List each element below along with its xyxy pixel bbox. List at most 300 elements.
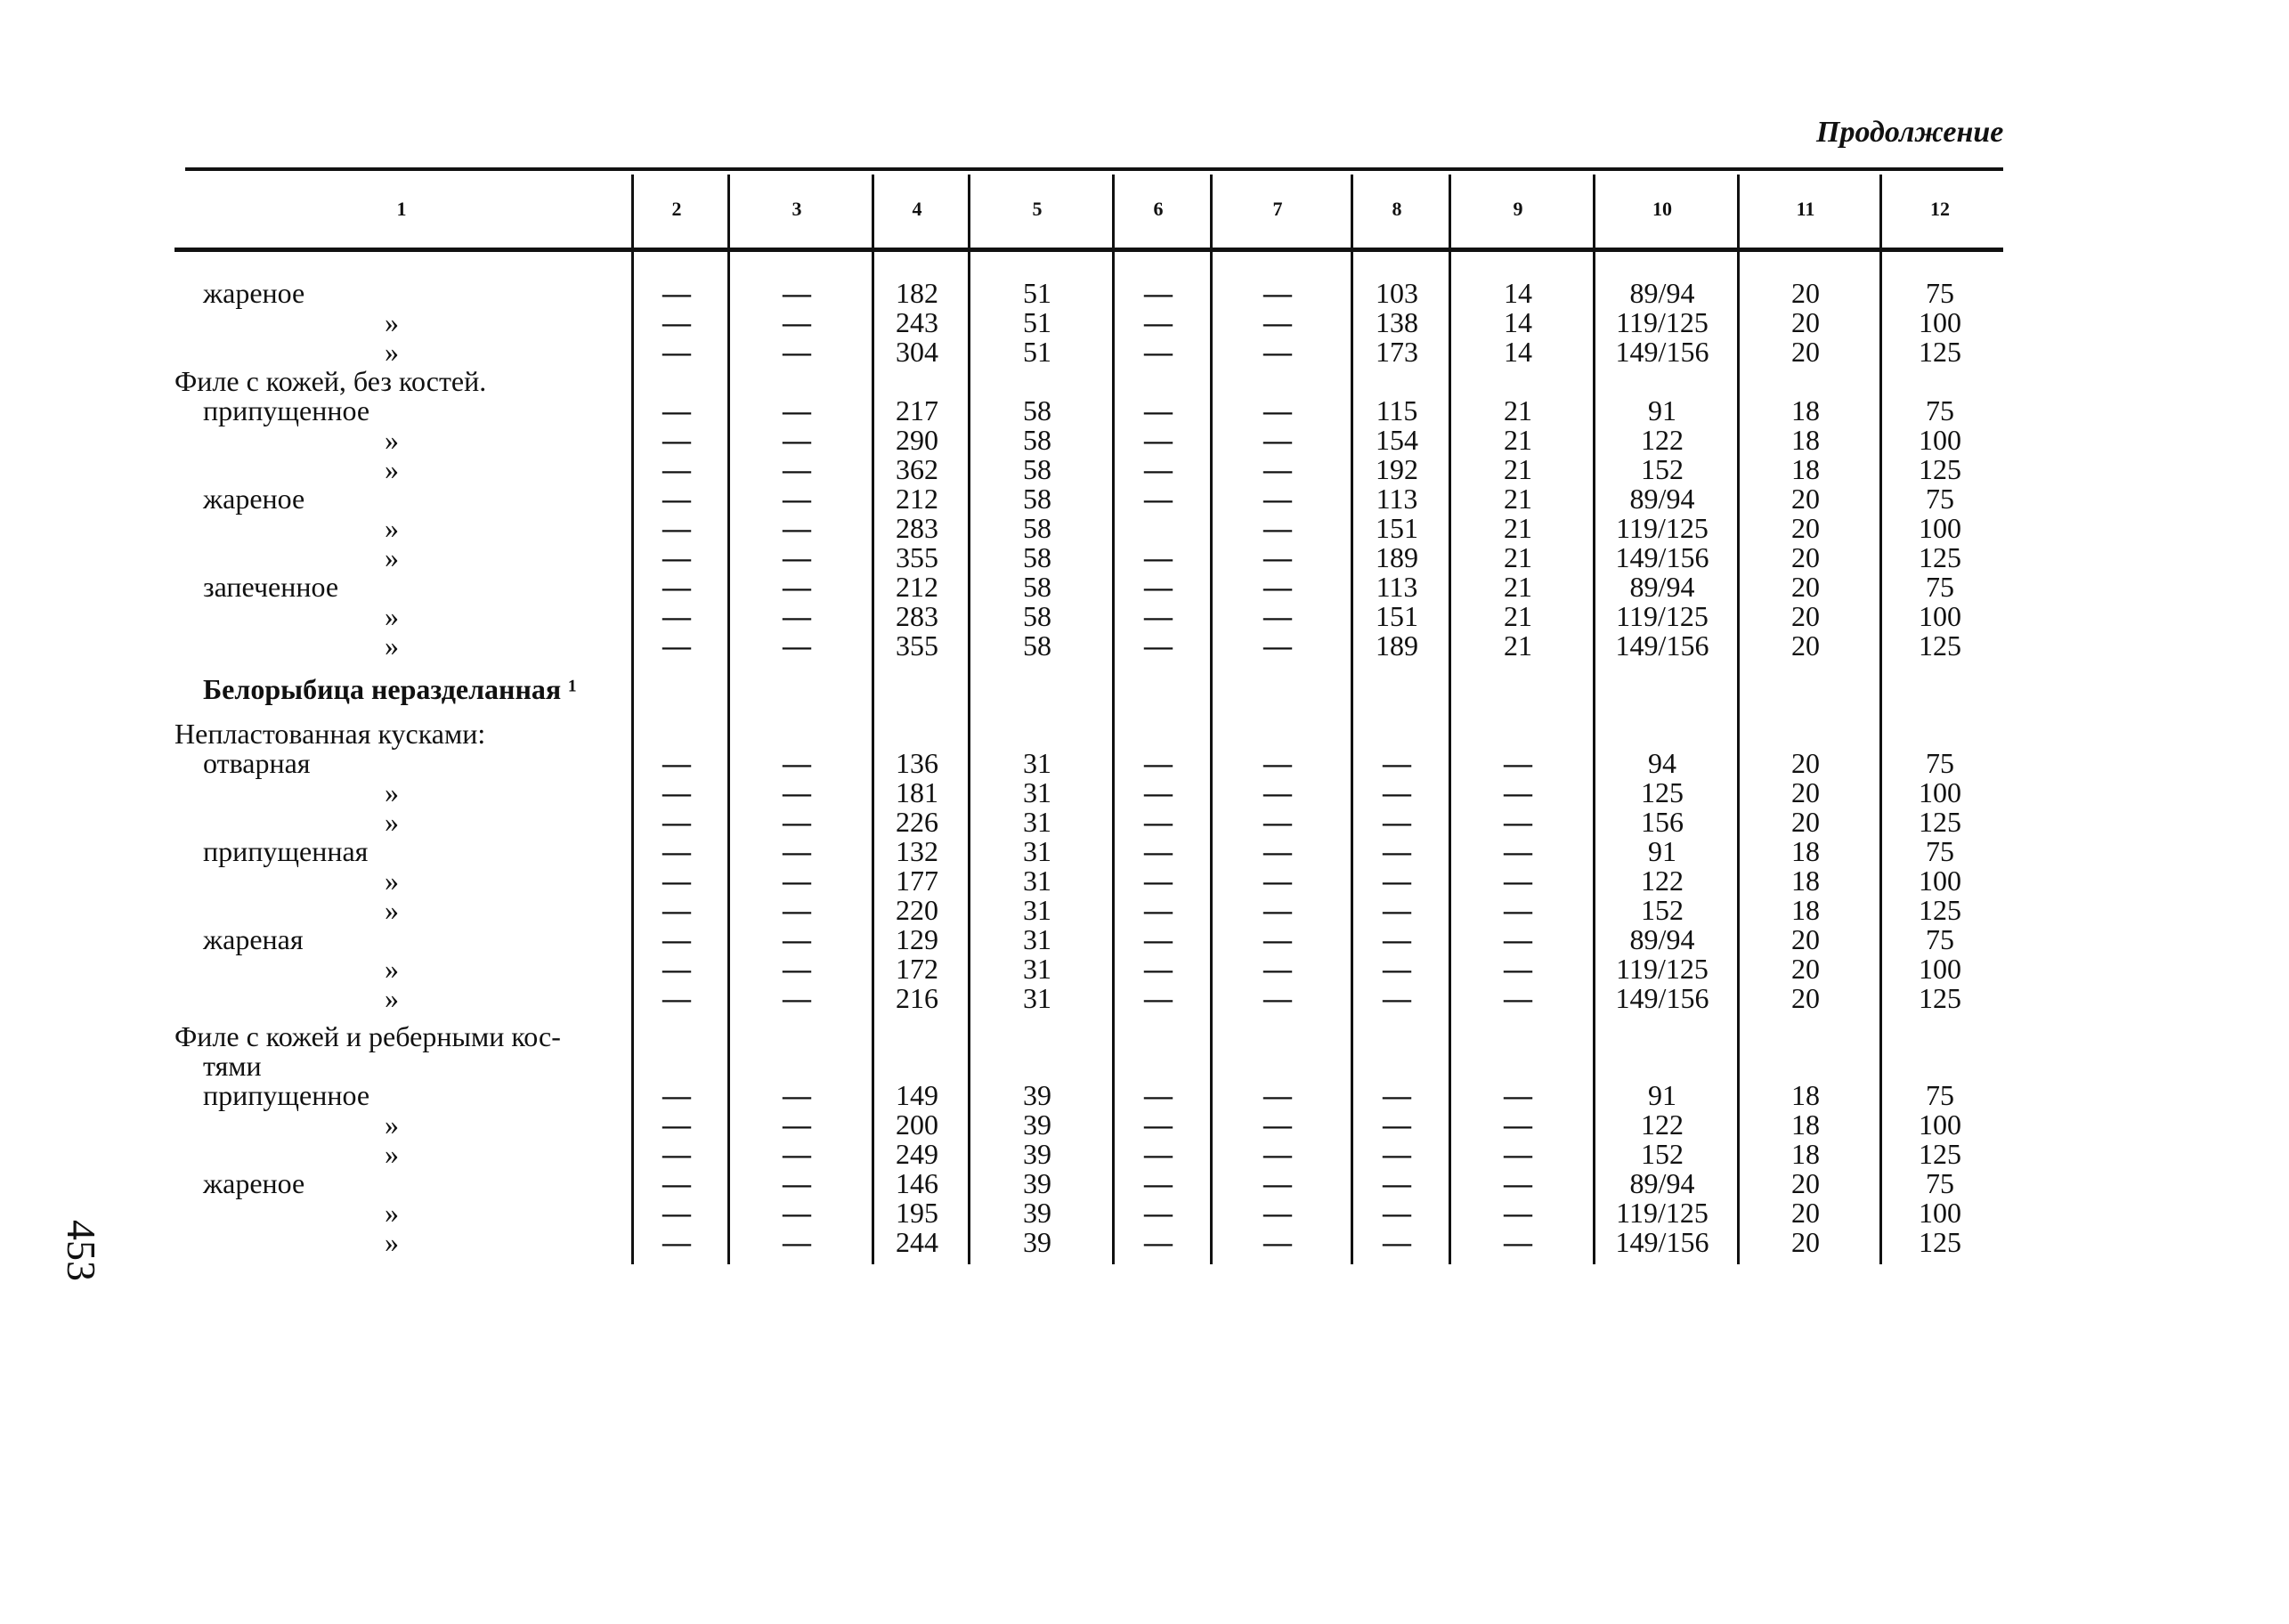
dash-cell: —: [662, 600, 691, 632]
column-header: 7: [1272, 198, 1283, 220]
dash-cell: —: [1144, 953, 1173, 985]
dash-cell: —: [1383, 776, 1411, 808]
value-cell: 113: [1376, 571, 1418, 603]
dash-cell: —: [783, 629, 811, 662]
value-cell: 125: [1919, 806, 1961, 838]
value-cell: 146: [896, 1167, 938, 1199]
value-cell: 20: [1791, 336, 1820, 368]
dash-cell: —: [1144, 453, 1173, 485]
dash-cell: —: [1504, 894, 1532, 926]
value-cell: 100: [1919, 424, 1961, 456]
table-row: [175, 602, 2003, 631]
value-cell: 51: [1023, 277, 1051, 309]
table-row: [175, 808, 2003, 837]
value-cell: 355: [896, 629, 938, 662]
dash-cell: —: [783, 982, 811, 1014]
dash-cell: —: [783, 894, 811, 926]
dash-cell: —: [1383, 894, 1411, 926]
value-cell: 177: [896, 865, 938, 897]
value-cell: 39: [1023, 1226, 1051, 1258]
value-cell: 100: [1919, 512, 1961, 544]
value-cell: [1594, 675, 1731, 704]
value-cell: 20: [1791, 483, 1820, 515]
value-cell: 58: [1023, 394, 1051, 426]
row-label: жареное: [203, 483, 305, 515]
dash-cell: —: [1263, 894, 1292, 926]
column-header: 10: [1652, 198, 1672, 220]
dash-cell: —: [1504, 865, 1532, 897]
value-cell: 20: [1791, 806, 1820, 838]
value-cell: 149/156: [1615, 336, 1709, 368]
dash-cell: —: [1144, 923, 1173, 955]
dash-cell: —: [1383, 747, 1411, 779]
value-cell: 362: [896, 453, 938, 485]
table-row: [175, 778, 2003, 808]
table-row: [175, 514, 2003, 543]
dash-cell: —: [783, 747, 811, 779]
dash-cell: —: [1144, 306, 1173, 338]
table-row: [175, 1140, 2003, 1169]
dash-cell: —: [662, 865, 691, 897]
row-label: »: [385, 424, 399, 456]
value-cell: 94: [1648, 747, 1676, 779]
table-header-rule: [175, 248, 2003, 252]
dash-cell: —: [1144, 424, 1173, 456]
value-cell: 39: [1023, 1167, 1051, 1199]
value-cell: [1211, 1052, 1344, 1081]
table-row: [175, 1110, 2003, 1140]
dash-cell: —: [783, 571, 811, 603]
dash-cell: —: [1144, 394, 1173, 426]
value-cell: 149/156: [1615, 541, 1709, 573]
dash-cell: —: [1383, 1079, 1411, 1111]
row-label: Непластованная кусками:: [175, 718, 486, 750]
dash-cell: —: [1504, 982, 1532, 1014]
value-cell: 100: [1919, 1197, 1961, 1229]
row-label: »: [385, 512, 399, 544]
value-cell: [1113, 719, 1204, 749]
dash-cell: —: [662, 541, 691, 573]
dash-cell: —: [662, 571, 691, 603]
dash-cell: —: [1383, 1108, 1411, 1141]
value-cell: [969, 1022, 1106, 1052]
dash-cell: —: [1144, 1167, 1173, 1199]
dash-cell: —: [1383, 1138, 1411, 1170]
dash-cell: —: [662, 512, 691, 544]
value-cell: [969, 367, 1106, 396]
value-cell: [1594, 1052, 1731, 1081]
dash-cell: —: [783, 512, 811, 544]
dash-cell: —: [1504, 835, 1532, 867]
value-cell: [632, 367, 721, 396]
value-cell: 216: [896, 982, 938, 1014]
value-cell: 182: [896, 277, 938, 309]
value-cell: 172: [896, 953, 938, 985]
dash-cell: —: [662, 747, 691, 779]
dash-cell: —: [1504, 1167, 1532, 1199]
value-cell: [873, 675, 962, 704]
value-cell: 125: [1919, 894, 1961, 926]
value-cell: 125: [1919, 1138, 1961, 1170]
value-cell: 217: [896, 394, 938, 426]
dash-cell: —: [1144, 483, 1173, 515]
value-cell: [728, 1052, 865, 1081]
value-cell: 149/156: [1615, 982, 1709, 1014]
column-header: 9: [1513, 198, 1523, 220]
value-cell: 20: [1791, 923, 1820, 955]
value-cell: 152: [1641, 894, 1684, 926]
value-cell: 75: [1926, 923, 1954, 955]
dash-cell: —: [1383, 806, 1411, 838]
row-label: »: [385, 894, 399, 926]
value-cell: 100: [1919, 953, 1961, 985]
dash-cell: —: [1504, 1079, 1532, 1111]
value-cell: [632, 1022, 721, 1052]
value-cell: 31: [1023, 747, 1051, 779]
dash-cell: —: [783, 923, 811, 955]
table-row: [175, 896, 2003, 925]
value-cell: 20: [1791, 1197, 1820, 1229]
dash-cell: —: [1383, 1197, 1411, 1229]
row-label: жареное: [203, 1167, 305, 1199]
value-cell: 243: [896, 306, 938, 338]
value-cell: 20: [1791, 982, 1820, 1014]
table-row: [175, 455, 2003, 484]
value-cell: 91: [1648, 1079, 1676, 1111]
value-cell: 195: [896, 1197, 938, 1229]
dash-cell: —: [1263, 336, 1292, 368]
value-cell: [1211, 675, 1344, 704]
value-cell: 149: [896, 1079, 938, 1111]
value-cell: [728, 675, 865, 704]
dash-cell: —: [1263, 835, 1292, 867]
value-cell: 125: [1919, 982, 1961, 1014]
dash-cell: —: [783, 336, 811, 368]
value-cell: 18: [1791, 1138, 1820, 1170]
value-cell: [1211, 719, 1344, 749]
dash-cell: —: [1504, 923, 1532, 955]
dash-cell: —: [662, 982, 691, 1014]
row-label: »: [385, 629, 399, 662]
row-label: запеченное: [203, 571, 339, 603]
value-cell: 18: [1791, 453, 1820, 485]
value-cell: 100: [1919, 306, 1961, 338]
value-cell: 100: [1919, 600, 1961, 632]
value-cell: 149/156: [1615, 629, 1709, 662]
dash-cell: —: [1263, 600, 1292, 632]
value-cell: 119/125: [1616, 512, 1709, 544]
continued-label: Продолжение: [1816, 116, 2004, 149]
value-cell: 125: [1919, 1226, 1961, 1258]
value-cell: 18: [1791, 894, 1820, 926]
dash-cell: —: [1263, 483, 1292, 515]
value-cell: 58: [1023, 483, 1051, 515]
dash-cell: —: [662, 953, 691, 985]
value-cell: 91: [1648, 835, 1676, 867]
value-cell: [969, 1052, 1106, 1081]
value-cell: 14: [1504, 277, 1532, 309]
dash-cell: —: [662, 424, 691, 456]
row-label: припущенное: [203, 394, 370, 426]
value-cell: 39: [1023, 1138, 1051, 1170]
value-cell: [1880, 367, 2000, 396]
value-cell: 58: [1023, 512, 1051, 544]
value-cell: [1880, 1022, 2000, 1052]
dash-cell: —: [783, 1197, 811, 1229]
dash-cell: —: [783, 1138, 811, 1170]
value-cell: 21: [1504, 571, 1532, 603]
value-cell: 355: [896, 541, 938, 573]
value-cell: 189: [1376, 541, 1418, 573]
value-cell: 129: [896, 923, 938, 955]
dash-cell: —: [1144, 629, 1173, 662]
dash-cell: —: [1504, 1197, 1532, 1229]
value-cell: 89/94: [1629, 571, 1695, 603]
value-cell: [1594, 719, 1731, 749]
value-cell: 151: [1376, 600, 1418, 632]
dash-cell: —: [662, 894, 691, 926]
dash-cell: —: [1144, 1108, 1173, 1141]
value-cell: 14: [1504, 306, 1532, 338]
value-cell: [1738, 1052, 1873, 1081]
dash-cell: —: [1263, 776, 1292, 808]
table-top-rule: [185, 167, 2003, 171]
value-cell: 18: [1791, 835, 1820, 867]
dash-cell: —: [1383, 1226, 1411, 1258]
value-cell: [969, 675, 1106, 704]
table-row: [175, 631, 2003, 661]
dash-cell: —: [1263, 923, 1292, 955]
value-cell: 31: [1023, 953, 1051, 985]
value-cell: [1449, 719, 1587, 749]
value-cell: 21: [1504, 600, 1532, 632]
value-cell: [1449, 675, 1587, 704]
dash-cell: —: [1263, 747, 1292, 779]
dash-cell: —: [783, 806, 811, 838]
table-row: [175, 954, 2003, 984]
dash-cell: —: [1263, 453, 1292, 485]
row-label: тями: [203, 1050, 262, 1082]
value-cell: 283: [896, 600, 938, 632]
table-row: [175, 749, 2003, 778]
value-cell: 89/94: [1629, 277, 1695, 309]
table-row: [175, 279, 2003, 308]
dash-cell: —: [1144, 571, 1173, 603]
column-header: 3: [791, 198, 802, 220]
value-cell: 304: [896, 336, 938, 368]
dash-cell: —: [1263, 541, 1292, 573]
dash-cell: —: [783, 776, 811, 808]
value-cell: 20: [1791, 747, 1820, 779]
value-cell: 39: [1023, 1197, 1051, 1229]
dash-cell: —: [1263, 1197, 1292, 1229]
value-cell: 21: [1504, 483, 1532, 515]
value-cell: [1738, 1022, 1873, 1052]
value-cell: [873, 367, 962, 396]
dash-cell: —: [1504, 953, 1532, 985]
column-header: 4: [912, 198, 922, 220]
dash-cell: —: [1144, 600, 1173, 632]
dash-cell: —: [1383, 1167, 1411, 1199]
value-cell: 14: [1504, 336, 1532, 368]
value-cell: [1351, 1052, 1442, 1081]
dash-cell: —: [1144, 1197, 1173, 1229]
value-cell: [1738, 675, 1873, 704]
table-row: [175, 1081, 2003, 1110]
row-label: Филе с кожей, без костей.: [175, 365, 487, 397]
dash-cell: —: [1504, 1108, 1532, 1141]
table-row: [175, 426, 2003, 455]
value-cell: 192: [1376, 453, 1418, 485]
dash-cell: —: [662, 483, 691, 515]
dash-cell: —: [1144, 277, 1173, 309]
value-cell: 132: [896, 835, 938, 867]
column-header: 11: [1796, 198, 1815, 220]
value-cell: 154: [1376, 424, 1418, 456]
value-cell: 152: [1641, 1138, 1684, 1170]
value-cell: [1594, 1022, 1731, 1052]
row-label: жареная: [203, 923, 304, 955]
value-cell: 283: [896, 512, 938, 544]
row-label: »: [385, 453, 399, 485]
value-cell: 212: [896, 571, 938, 603]
value-cell: [632, 1052, 721, 1081]
dash-cell: —: [1263, 571, 1292, 603]
value-cell: 18: [1791, 1079, 1820, 1111]
row-label: отварная: [203, 747, 311, 779]
dash-cell: —: [662, 453, 691, 485]
value-cell: 31: [1023, 894, 1051, 926]
value-cell: 18: [1791, 424, 1820, 456]
dash-cell: —: [662, 1167, 691, 1199]
page-number: 453: [59, 1220, 104, 1281]
value-cell: 181: [896, 776, 938, 808]
dash-cell: —: [1144, 894, 1173, 926]
table-row: [175, 837, 2003, 866]
table-row: [175, 866, 2003, 896]
dash-cell: —: [1504, 1138, 1532, 1170]
value-cell: 51: [1023, 336, 1051, 368]
dash-cell: —: [783, 1108, 811, 1141]
value-cell: [1351, 719, 1442, 749]
dash-cell: —: [662, 1138, 691, 1170]
value-cell: 125: [1919, 541, 1961, 573]
value-cell: 290: [896, 424, 938, 456]
value-cell: 20: [1791, 629, 1820, 662]
dash-cell: —: [783, 600, 811, 632]
value-cell: 21: [1504, 453, 1532, 485]
table-row: [175, 1052, 2003, 1081]
value-cell: 20: [1791, 1167, 1820, 1199]
row-label: жареное: [203, 277, 305, 309]
dash-cell: —: [783, 953, 811, 985]
value-cell: 138: [1376, 306, 1418, 338]
dash-cell: —: [662, 306, 691, 338]
value-cell: 58: [1023, 424, 1051, 456]
value-cell: 31: [1023, 865, 1051, 897]
row-label: »: [385, 1226, 399, 1258]
table-row: [175, 1198, 2003, 1228]
dash-cell: —: [1383, 865, 1411, 897]
value-cell: [1738, 367, 1873, 396]
value-cell: 136: [896, 747, 938, 779]
row-label: »: [385, 806, 399, 838]
dash-cell: —: [1144, 1138, 1173, 1170]
dash-cell: —: [1263, 806, 1292, 838]
value-cell: 125: [1919, 336, 1961, 368]
table-row: [175, 367, 2003, 396]
value-cell: 20: [1791, 776, 1820, 808]
value-cell: 20: [1791, 1226, 1820, 1258]
value-cell: 21: [1504, 424, 1532, 456]
value-cell: 100: [1919, 776, 1961, 808]
row-label: »: [385, 1138, 399, 1170]
dash-cell: —: [662, 336, 691, 368]
dash-cell: —: [662, 394, 691, 426]
dash-cell: —: [783, 865, 811, 897]
value-cell: [1113, 1022, 1204, 1052]
dash-cell: —: [662, 776, 691, 808]
value-cell: 31: [1023, 776, 1051, 808]
table-row: [175, 1228, 2003, 1257]
value-cell: 18: [1791, 394, 1820, 426]
value-cell: 152: [1641, 453, 1684, 485]
value-cell: [1211, 367, 1344, 396]
dash-cell: —: [1263, 982, 1292, 1014]
value-cell: [1211, 1022, 1344, 1052]
value-cell: 151: [1376, 512, 1418, 544]
value-cell: 122: [1641, 1108, 1684, 1141]
dash-cell: —: [1504, 776, 1532, 808]
value-cell: 122: [1641, 865, 1684, 897]
value-cell: [1113, 1052, 1204, 1081]
dash-cell: —: [783, 306, 811, 338]
value-cell: [969, 719, 1106, 749]
table-row: [175, 308, 2003, 337]
value-cell: 58: [1023, 453, 1051, 485]
value-cell: 21: [1504, 541, 1532, 573]
value-cell: 249: [896, 1138, 938, 1170]
value-cell: [1113, 675, 1204, 704]
dash-cell: —: [1383, 953, 1411, 985]
value-cell: [1113, 367, 1204, 396]
row-label: »: [385, 600, 399, 632]
value-cell: 122: [1641, 424, 1684, 456]
row-label: »: [385, 336, 399, 368]
dash-cell: —: [783, 1079, 811, 1111]
row-label: Филе с кожей и реберными кос-: [175, 1020, 561, 1052]
table-row: [175, 484, 2003, 514]
value-cell: 75: [1926, 1167, 1954, 1199]
table-row: [175, 572, 2003, 602]
value-cell: [728, 367, 865, 396]
row-label: припущенная: [203, 835, 369, 867]
value-cell: 89/94: [1629, 1167, 1695, 1199]
dash-cell: —: [662, 835, 691, 867]
table-row: [175, 1022, 2003, 1052]
value-cell: 125: [1641, 776, 1684, 808]
value-cell: [873, 1022, 962, 1052]
dash-cell: —: [1263, 1108, 1292, 1141]
dash-cell: —: [1144, 982, 1173, 1014]
dash-cell: —: [1144, 1079, 1173, 1111]
dash-cell: —: [662, 1226, 691, 1258]
dash-cell: —: [662, 1197, 691, 1229]
value-cell: 119/125: [1616, 600, 1709, 632]
dash-cell: —: [1383, 835, 1411, 867]
value-cell: [1449, 367, 1587, 396]
value-cell: 119/125: [1616, 1197, 1709, 1229]
